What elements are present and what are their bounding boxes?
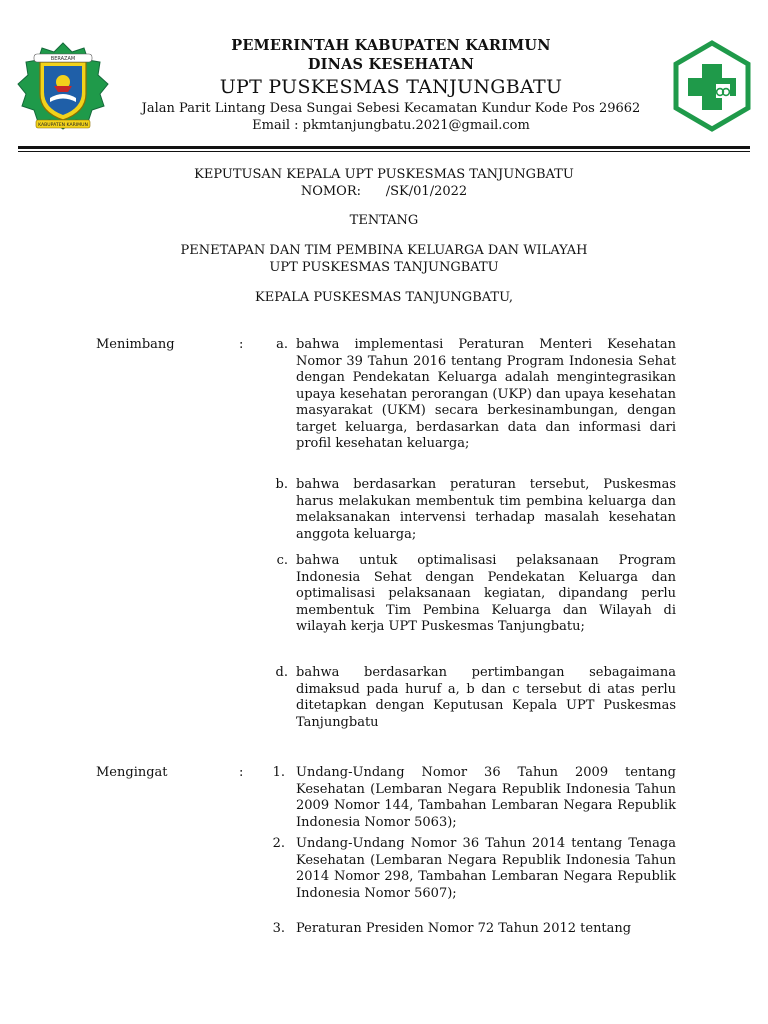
menimbang-item-label: c. xyxy=(276,553,288,568)
menimbang-item-label: b. xyxy=(275,477,288,492)
decree-title xyxy=(0,167,768,200)
mengingat-item-label: 1. xyxy=(272,765,285,780)
issuer-heading: KEPALA PUSKESMAS TANJUNGBATU, xyxy=(255,290,513,305)
letterhead xyxy=(110,36,672,134)
mengingat-item-label: 2. xyxy=(272,836,285,851)
letterhead-institution: UPT PUSKESMAS TANJUNGBATU xyxy=(219,76,563,98)
menimbang-colon: : xyxy=(239,337,244,352)
decree-subject-line1: PENETAPAN DAN TIM PEMBINA KELUARGA DAN WILAYAH xyxy=(180,243,588,258)
mengingat-item-text: Undang-Undang Nomor 36 Tahun 2009 tentang Kesehatan (Lembaran Negara Republik Indonesia Tahun 2009 Nomor 144, Tambahan Lembaran Negara Republik Indonesia Nomor 5063); xyxy=(296,765,676,830)
mengingat-item-text: Peraturan Presiden Nomor 72 Tahun 2012 tentang xyxy=(296,921,632,936)
mengingat-label: Mengingat xyxy=(96,765,168,780)
tentang-heading: TENTANG xyxy=(349,213,419,228)
menimbang-item-text: bahwa berdasarkan peraturan tersebut, Puskesmas harus melakukan membentuk tim pembina keluarga dan melaksanakan intervensi terhadap masalah kesehatan anggota keluarga; xyxy=(296,477,676,542)
letterhead-department: DINAS KESEHATAN xyxy=(307,56,475,73)
decree-subject-line2: UPT PUSKESMAS TANJUNGBATU xyxy=(269,259,499,275)
puskesmas-logo xyxy=(672,40,752,132)
letterhead-divider-thin xyxy=(18,151,750,152)
menimbang-item-label: d. xyxy=(275,665,288,680)
karimun-regency-emblem xyxy=(14,40,112,132)
decree-number: NOMOR: /SK/01/2022 xyxy=(300,183,468,199)
menimbang-item-text: bahwa berdasarkan pertimbangan sebagaimana dimaksud pada huruf a, b dan c tersebut di atas perlu ditetapkan dengan Keputusan Kepala UPT Puskesmas Tanjungbatu xyxy=(296,665,676,730)
menimbang-item-text: bahwa untuk optimalisasi pelaksanaan Program Indonesia Sehat dengan Pendekatan Keluarga dan optimalisasi pelaksanaan kegiatan, dipandang perlu membentuk Tim Pembina Keluarga dan Wilayah di wilayah kerja UPT Puskesmas Tanjungbatu; xyxy=(296,553,676,634)
mengingat-item-label: 3. xyxy=(272,921,285,936)
letterhead-government: PEMERINTAH KABUPATEN KARIMUN xyxy=(231,37,551,54)
letterhead-divider-thick xyxy=(18,146,750,149)
mengingat-colon: : xyxy=(239,765,244,780)
letterhead-address: Jalan Parit Lintang Desa Sungai Sebesi Kecamatan Kundur Kode Pos 29662 xyxy=(141,101,641,116)
letterhead-email: Email : pkmtanjungbatu.2021@gmail.com xyxy=(252,118,530,133)
menimbang-item-label: a. xyxy=(276,337,288,352)
decree-title-line: KEPUTUSAN KEPALA UPT PUSKESMAS TANJUNGBATU xyxy=(194,167,574,182)
mengingat-item-text: Undang-Undang Nomor 36 Tahun 2014 tentang Tenaga Kesehatan (Lembaran Negara Republik Indonesia Tahun 2014 Nomor 298, Tambahan Lembaran Negara Republik Indonesia Nomor 5607); xyxy=(296,836,676,901)
decree-subject xyxy=(0,243,768,276)
emblem-ribbon-text: BERAZAM xyxy=(50,56,76,62)
menimbang-label: Menimbang xyxy=(96,337,175,352)
emblem-caption: KABUPATEN KARIMUN xyxy=(38,123,88,128)
menimbang-item-text: bahwa implementasi Peraturan Menteri Kesehatan Nomor 39 Tahun 2016 tentang Program Indonesia Sehat dengan Pendekatan Keluarga adalah mengintegrasikan upaya kesehatan perorangan (UKP) dan upaya kesehatan masyarakat (UKM) secara berkesinambungan, dengan target keluarga, berdasarkan data dan informasi dari profil kesehatan keluarga; xyxy=(296,337,676,451)
